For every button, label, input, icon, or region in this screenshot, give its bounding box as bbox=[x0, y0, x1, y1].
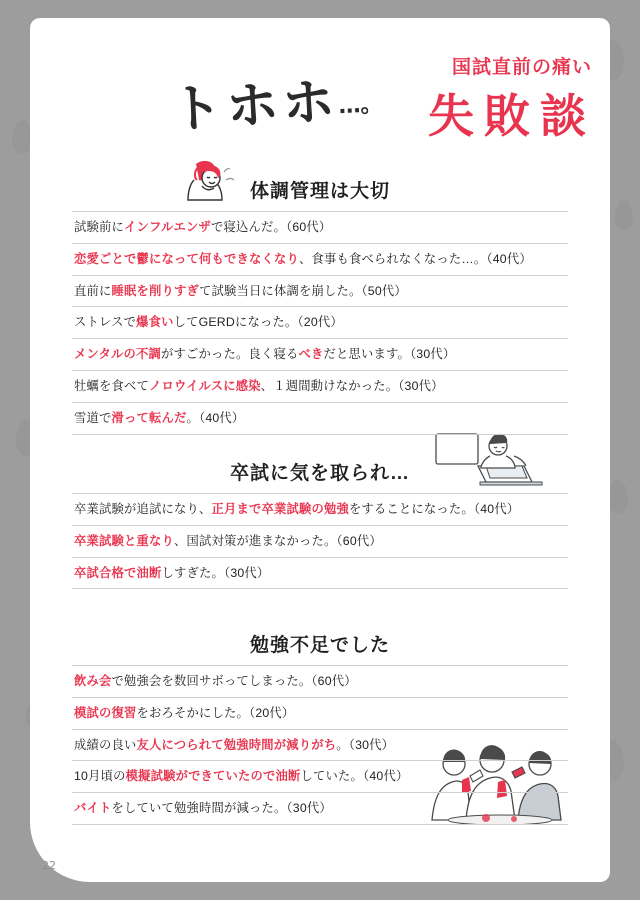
section-rows bbox=[72, 493, 568, 589]
highlighted-text: べき bbox=[298, 347, 324, 362]
plain-text: をすることになった。（40代） bbox=[348, 502, 520, 516]
list-item bbox=[72, 211, 568, 243]
plain-text: 牡蠣を食べて bbox=[74, 379, 149, 394]
page-header bbox=[30, 18, 610, 148]
plain-text: 卒業試験が追試になり、 bbox=[74, 502, 212, 516]
plain-text: て試験当日に体調を崩した。（50代） bbox=[198, 283, 407, 298]
plain-text: 雪道で bbox=[74, 410, 112, 425]
list-item bbox=[72, 697, 568, 729]
highlighted-text: 飲み会 bbox=[74, 674, 112, 688]
page-title: 失敗談 bbox=[428, 89, 596, 143]
headline-tohoho-text: トホホ bbox=[168, 71, 340, 141]
highlighted-text: 恋愛ごとで鬱になって何もできなくなり bbox=[74, 251, 299, 266]
highlighted-text: 滑って転んだ bbox=[111, 410, 187, 425]
highlighted-text: 卒試合格で油断 bbox=[74, 565, 162, 580]
list-item bbox=[72, 370, 568, 402]
plain-text: 。（40代） bbox=[186, 410, 245, 425]
section-title: 体調管理は大切 bbox=[249, 181, 390, 202]
headline-subtitle: 国試直前の痛い bbox=[451, 57, 592, 78]
section-2 bbox=[30, 458, 610, 589]
list-item bbox=[72, 493, 568, 525]
water-drop-decoration bbox=[12, 120, 32, 154]
plain-text: 成績の良い bbox=[74, 737, 137, 752]
plain-text: ストレスで bbox=[74, 315, 137, 330]
plain-text: 試験前に bbox=[74, 220, 124, 234]
plain-text: で寝込んだ。（60代） bbox=[211, 220, 332, 234]
section-title: 勉強不足でした bbox=[249, 635, 390, 656]
headline-tohoho bbox=[168, 57, 384, 143]
plain-text: していた。（40代） bbox=[300, 769, 409, 784]
highlighted-text: 卒業試験と重なり bbox=[74, 533, 174, 548]
section-3 bbox=[30, 630, 610, 825]
highlighted-text: 模試の復習 bbox=[74, 705, 137, 720]
list-item bbox=[72, 760, 568, 792]
highlighted-text: 正月まで卒業試験の勉強 bbox=[211, 502, 349, 516]
headline-tohoho-dots: …。 bbox=[337, 91, 384, 120]
plain-text: をおろそかにした。（20代） bbox=[136, 705, 295, 720]
plain-text: 。（30代） bbox=[336, 737, 395, 752]
plain-text: 、国試対策が進まなかった。（60代） bbox=[173, 533, 382, 548]
list-item bbox=[72, 792, 568, 825]
section-1 bbox=[30, 176, 610, 435]
water-drop-decoration bbox=[615, 200, 633, 230]
highlighted-text: 模擬試験ができていたので油断 bbox=[125, 769, 301, 784]
plain-text: しすぎた。（30代） bbox=[161, 565, 270, 580]
section-rows bbox=[72, 211, 568, 435]
plain-text: だと思います。（30代） bbox=[323, 347, 456, 362]
page-card bbox=[30, 18, 610, 882]
highlighted-text: 爆食い bbox=[136, 315, 174, 330]
plain-text: 直前に bbox=[74, 283, 112, 298]
list-item bbox=[72, 665, 568, 697]
plain-text: がすごかった。良く寝る bbox=[161, 347, 299, 362]
highlighted-text: バイト bbox=[74, 801, 112, 816]
page-number: 22 bbox=[42, 859, 56, 872]
highlighted-text: ノロウイルスに感染 bbox=[148, 379, 261, 394]
highlighted-text: メンタルの不調 bbox=[74, 347, 161, 362]
section-rows bbox=[72, 665, 568, 825]
water-drop-decoration bbox=[608, 480, 628, 514]
list-item bbox=[72, 525, 568, 557]
list-item bbox=[72, 275, 568, 307]
highlighted-text: インフルエンザ bbox=[124, 220, 211, 234]
plain-text: で勉強会を数回サボってしまった。（60代） bbox=[111, 674, 357, 688]
plain-text: をしていて勉強時間が減った。（30代） bbox=[111, 801, 332, 816]
list-item bbox=[72, 402, 568, 435]
list-item bbox=[72, 338, 568, 370]
highlighted-text: 友人につられて勉強時間が減りがち bbox=[136, 737, 337, 752]
list-item bbox=[72, 557, 568, 590]
plain-text: 、食事も食べられなくなった…。（40代） bbox=[298, 251, 532, 266]
list-item bbox=[72, 243, 568, 275]
plain-text: 10月頃の bbox=[74, 769, 126, 784]
list-item bbox=[72, 306, 568, 338]
plain-text: してGERDになった。（20代） bbox=[173, 315, 343, 330]
plain-text: 、１週間動けなかった。（30代） bbox=[260, 379, 444, 394]
section-title: 卒試に気を取られ… bbox=[229, 463, 410, 484]
list-item bbox=[72, 729, 568, 761]
highlighted-text: 睡眠を削りすぎ bbox=[111, 283, 199, 298]
